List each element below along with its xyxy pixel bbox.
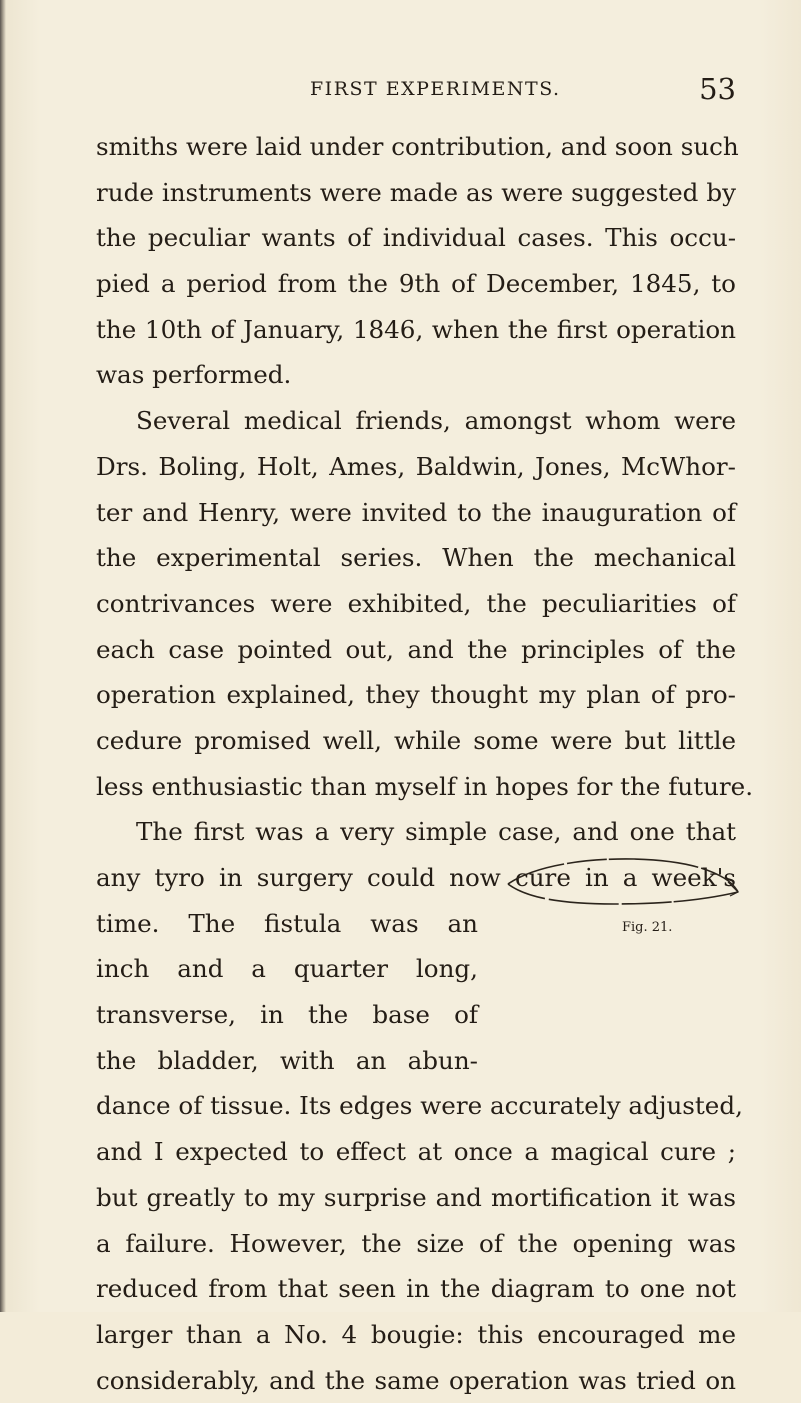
text-line: any tyro in surgery could now cure in a week's [96, 863, 736, 892]
fistula-diagram-illustration [504, 852, 744, 962]
figure-fistula-diagram [504, 852, 744, 962]
text-line: ter and Henry, were invited to the inauguration of [96, 497, 736, 527]
running-title: FIRST EXPERIMENTS. [310, 78, 561, 100]
fistula-outline-lower [508, 884, 738, 904]
text-line: each case pointed out, and the principles of the [96, 634, 736, 664]
page-header [96, 72, 736, 112]
fistula-outline-upper [508, 859, 738, 892]
text-line: a failure. However, the size of the opening was [96, 1228, 736, 1258]
text-line: the peculiar wants of individual cases. This occu- [96, 223, 736, 253]
text-line: but greatly to my surprise and mortification it was [96, 1182, 736, 1212]
text-line: and I expected to effect at once a magical cure ; [96, 1137, 736, 1167]
text-line: operation explained, they thought my plan of pro- [96, 680, 736, 710]
text-line: the bladder, with an abun- [96, 1045, 478, 1075]
text-line: Several medical friends, amongst whom were [136, 406, 736, 436]
text-line: was performed. [96, 360, 292, 390]
text-line: the experimental series. When the mechanical [96, 543, 736, 573]
text-line: the 10th of January, 1846, when the first operation [96, 314, 736, 344]
text-line: rude instruments were made as were suggested by [96, 177, 736, 207]
text-line: dance of tissue. Its edges were accurately adjusted, [96, 1091, 743, 1121]
figure-caption: Fig. 21. [622, 920, 673, 935]
text-line: smiths were laid under contribution, and soon such [96, 132, 739, 161]
fistula-edge-left [508, 878, 518, 884]
body-text [96, 124, 754, 1403]
page-number: 53 [699, 72, 736, 106]
text-line: The first was a very simple case, and one that [136, 817, 736, 847]
text-line: cedure promised well, while some were but little [96, 725, 736, 755]
text-line: larger than a No. 4 bougie: this encouraged me [96, 1319, 736, 1349]
page-gutter-shadow [0, 0, 6, 1312]
text-line: inch and a quarter long, [96, 954, 478, 984]
text-line: contrivances were exhibited, the peculiarities of [96, 588, 736, 618]
text-line: considerably, and the same operation was tried on [96, 1365, 736, 1395]
text-line: reduced from that seen in the diagram to one not [96, 1274, 736, 1304]
text-line: less enthusiastic than myself in hopes for the future. [96, 771, 754, 801]
text-line: time. The fistula was an [96, 908, 478, 938]
text-line: pied a period from the 9th of December, 1845, to [96, 269, 736, 299]
text-line: transverse, in the base of [96, 1000, 478, 1030]
text-line: Drs. Boling, Holt, Ames, Baldwin, Jones, McWhor- [96, 451, 736, 481]
